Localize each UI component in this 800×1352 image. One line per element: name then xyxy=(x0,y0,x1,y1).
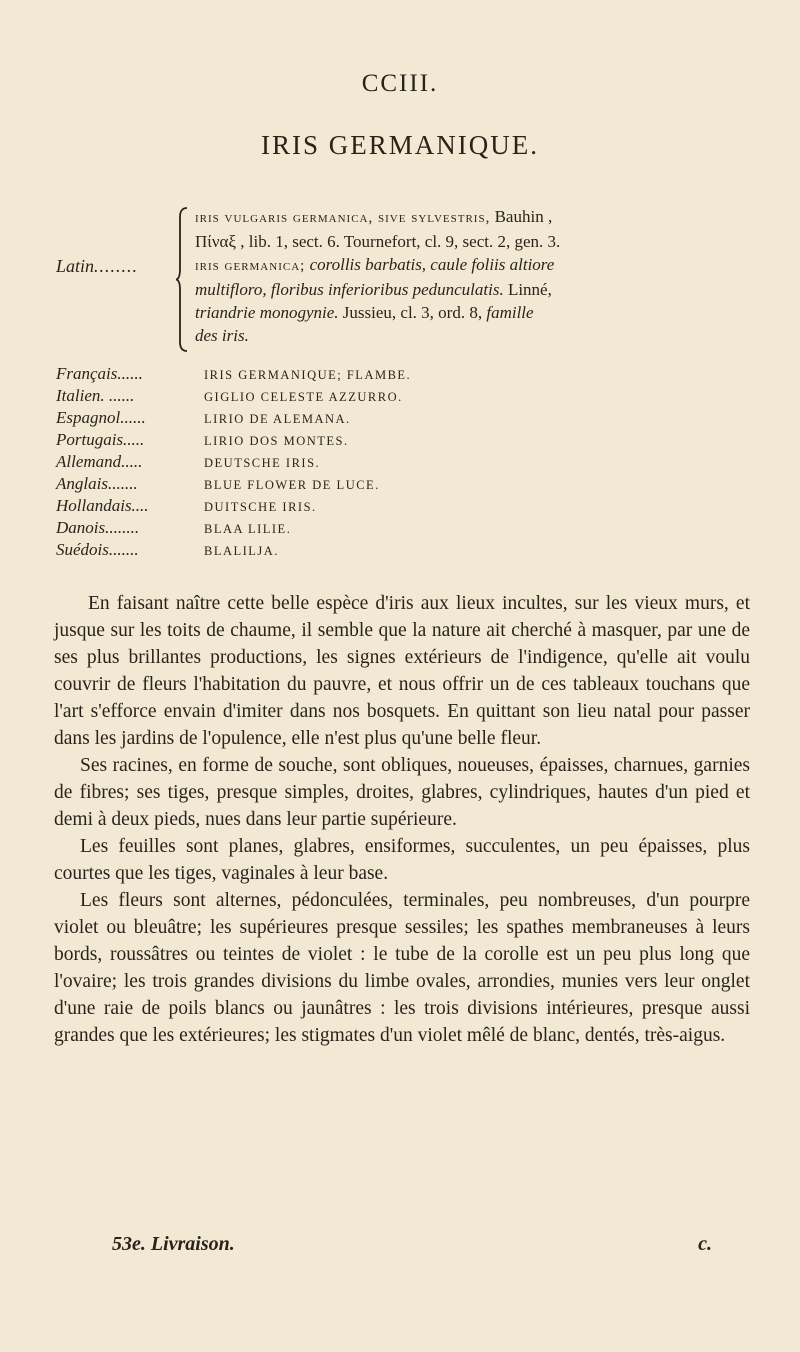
name-row xyxy=(56,386,516,408)
livraison-number: 53e. Livraison. xyxy=(112,1233,235,1255)
vernacular-name: BLUE FLOWER DE LUCE. xyxy=(204,478,380,492)
name-row xyxy=(56,408,516,430)
language-label: Danois........ xyxy=(56,518,140,537)
name-row xyxy=(56,452,516,474)
paragraph: Ses racines, en forme de souche, sont obliques, noueuses, épaisses, charnues, garnies de fibres; ses tiges, presque simples, droites, glabres, cylindriques, hautes d'un pied et demi à deux pieds, nues dans leur partie supérieure. xyxy=(54,755,750,830)
language-label: Italien. ...... xyxy=(56,386,135,405)
vernacular-name: LIRIO DOS MONTES. xyxy=(204,434,349,448)
name-row xyxy=(56,540,516,562)
latin-synonymy xyxy=(195,205,755,347)
latin-line-4: multifloro, floribus inferioribus pedunculatis. Linné, xyxy=(195,280,552,299)
name-row xyxy=(56,518,516,540)
vernacular-name: DEUTSCHE IRIS. xyxy=(204,456,321,470)
vernacular-name: IRIS GERMANIQUE; FLAMBE. xyxy=(204,368,412,382)
name-row xyxy=(56,430,516,452)
language-label: Suédois....... xyxy=(56,540,139,559)
language-label: Français...... xyxy=(56,364,143,383)
language-label: Portugais..... xyxy=(56,430,145,449)
signature-mark: c. xyxy=(698,1233,712,1255)
paragraph: En faisant naître cette belle espèce d'iris aux lieux incultes, sur les vieux murs, et jusque sur les toits de chaume, il semble que la nature ait cherché à masquer, par une de ses plus brillantes productions, les signes extérieurs de l'indigence, qu'elle ait voulu couvrir de fleurs l'habitation du pauvre, et nous offrir un de ces tableaux touchans que l'art s'efforce envain d'imiter dans nos bosquets. En quittant son lieu natal pour passer dans les jardins de l'opulence, elle n'est plus qu'une belle fleur. xyxy=(54,593,750,749)
vernacular-name: GIGLIO CELESTE AZZURRO. xyxy=(204,390,403,404)
latin-line-1: iris vulgaris germanica, sive sylvestris, Bauhin , xyxy=(195,207,553,226)
vernacular-name: LIRIO DE ALEMANA. xyxy=(204,412,351,426)
latin-label-dots: ........ xyxy=(94,256,139,276)
latin-line-6: des iris. xyxy=(195,326,249,345)
latin-line-5: triandrie monogynie. Jussieu, cl. 3, ord. 8, famille xyxy=(195,303,534,322)
brace-icon xyxy=(176,207,188,352)
language-label: Allemand..... xyxy=(56,452,143,471)
description-text xyxy=(54,590,750,1049)
vernacular-name: DUITSCHE IRIS. xyxy=(204,500,317,514)
latin-label-text: Latin xyxy=(56,256,95,276)
latin-line-3: iris germanica; corollis barbatis, caule foliis altiore xyxy=(195,255,555,274)
language-label: Anglais....... xyxy=(56,474,138,493)
name-row xyxy=(56,364,516,386)
vernacular-names-list xyxy=(56,364,516,562)
paragraph: Les fleurs sont alternes, pédonculées, terminales, peu nombreuses, d'un pourpre violet ou bleuâtre; les supérieures presque sessiles; les spathes membraneuses à leurs bords, roussâtres ou teintes de violet : le tube de la corolle est un peu plus long que l'ovaire; les trois grandes divisions du limbe ovales, arrondies, munies vers leur onglet d'une raie de poils blancs ou jaunâtres : les trois divisions intérieures, presque aussi grandes que les extérieures; les stigmates d'un violet mêlé de blanc, dentés, très-aigus. xyxy=(54,890,750,1046)
vernacular-name: BLALILJA. xyxy=(204,544,279,558)
latin-line-2: Πίναξ , lib. 1, sect. 6. Tournefort, cl. 9, sect. 2, gen. 3. xyxy=(195,232,561,251)
name-row xyxy=(56,496,516,518)
language-label: Hollandais.... xyxy=(56,496,149,515)
page-footer xyxy=(112,1233,712,1256)
plate-number: CCIII. xyxy=(361,70,439,97)
name-row xyxy=(56,474,516,496)
latin-label xyxy=(56,256,138,277)
language-label: Espagnol...... xyxy=(56,408,146,427)
page-title: IRIS GERMANIQUE. xyxy=(261,130,539,160)
paragraph: Les feuilles sont planes, glabres, ensiformes, succulentes, un peu épaisses, plus courtes que les tiges, vaginales à leur base. xyxy=(54,836,750,884)
vernacular-name: BLAA LILIE. xyxy=(204,522,292,536)
